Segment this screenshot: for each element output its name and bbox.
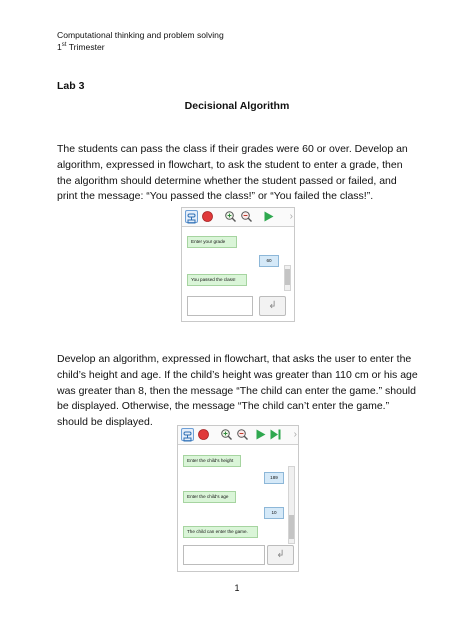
simulator-toolbar [182, 208, 294, 227]
course-name: Computational thinking and problem solving [57, 30, 224, 40]
output-message: Enter your grade [187, 236, 237, 248]
chevron-right-icon[interactable]: › [293, 429, 297, 440]
enter-return-icon: ↲ [276, 549, 285, 560]
zoom-in-icon[interactable] [224, 210, 237, 223]
output-message: Enter the child's age [183, 491, 236, 503]
output-message: The child can enter the game. [183, 526, 258, 538]
lab-heading: Lab 3 [57, 80, 85, 92]
output-message: You passed the class! [187, 274, 247, 286]
input-message: 60 [259, 255, 279, 267]
zoom-out-icon[interactable] [236, 428, 249, 441]
value-input[interactable] [187, 296, 253, 316]
input-message: 10 [264, 507, 284, 519]
exercise-2-text: Develop an algorithm, expressed in flowchart, that asks the user to enter the child’s height and age. If the child’s height was greater than 110 cm or his age was greater than 8, then the message “The child can enter the game.” should be displayed. Otherwise, the message “The child can’t enter the game.” should be displayed. [57, 353, 418, 429]
scrollbar-thumb[interactable] [285, 269, 290, 285]
simulator-panel-1 [181, 207, 295, 322]
zoom-out-icon[interactable] [240, 210, 253, 223]
exercise-1-text: The students can pass the class if their grades were 60 or over. Develop an algorithm, expressed in flowchart, to ask the student to enter a grade, then the algorithm should determine whether the student passed or failed, and print the message: “You passed the class!” or “You failed the class!”. [57, 143, 408, 203]
zoom-in-icon[interactable] [220, 428, 233, 441]
chevron-right-icon[interactable]: › [289, 211, 293, 222]
vertical-scrollbar[interactable] [288, 466, 295, 544]
document-title: Decisional Algorithm [184, 100, 290, 112]
play-icon[interactable] [262, 210, 275, 223]
stop-icon[interactable] [197, 428, 210, 441]
scrollbar-thumb[interactable] [289, 515, 294, 539]
enter-button[interactable] [259, 296, 286, 316]
page-number: 1 [234, 583, 240, 593]
term-number: 1 [57, 41, 62, 52]
enter-button[interactable] [267, 545, 294, 565]
term-word: Trimester [68, 41, 105, 52]
simulator-panel-2 [177, 425, 299, 572]
step-icon[interactable] [269, 428, 282, 441]
value-input[interactable] [183, 545, 265, 565]
output-message: Enter the child's height [183, 455, 241, 467]
course-header [57, 30, 224, 52]
enter-return-icon: ↲ [268, 300, 277, 311]
play-icon[interactable] [254, 428, 267, 441]
simulator-toolbar [178, 426, 298, 445]
trimester-line [57, 40, 224, 52]
flowchart-toggle-icon[interactable] [181, 428, 194, 441]
flowchart-toggle-icon[interactable] [185, 210, 198, 223]
input-message: 189 [264, 472, 284, 484]
term-suffix: st [61, 42, 67, 48]
vertical-scrollbar[interactable] [284, 265, 291, 291]
stop-icon[interactable] [201, 210, 214, 223]
